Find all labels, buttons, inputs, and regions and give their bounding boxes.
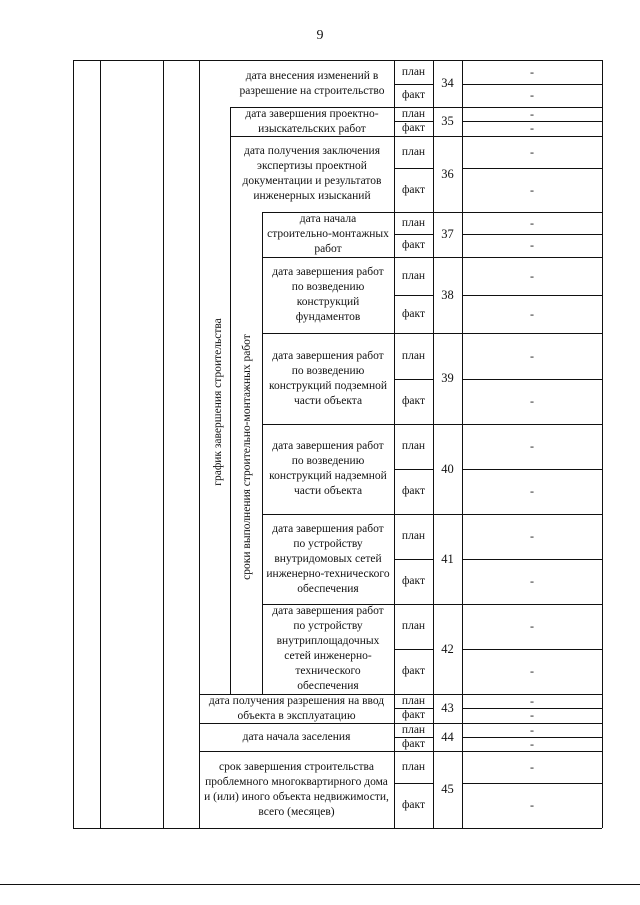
fact-value: - [530, 121, 534, 135]
row-number: 40 [441, 461, 454, 476]
fact-value: - [530, 238, 534, 252]
plan-label: план [401, 216, 426, 229]
plan-value: - [530, 722, 534, 737]
plan-value: - [530, 268, 534, 283]
fact-label: факт [401, 239, 426, 251]
plan-label: план [401, 620, 426, 632]
fact-label: факт [401, 665, 426, 677]
fact-value: - [530, 708, 534, 722]
row-number: 38 [441, 287, 454, 302]
plan-value: - [530, 106, 534, 121]
fact-label: факт [401, 485, 426, 497]
plan-label: план [401, 65, 426, 78]
row-number: 35 [441, 114, 454, 128]
table-border [100, 60, 101, 828]
table-border [73, 60, 74, 828]
row-number: 39 [441, 371, 454, 385]
row-number: 41 [441, 551, 454, 566]
table-border [230, 694, 262, 695]
fact-label: факт [401, 709, 426, 721]
plan-value: - [530, 759, 534, 774]
fact-value: - [530, 798, 534, 812]
plan-label: план [401, 530, 426, 542]
plan-label: план [401, 269, 426, 282]
row-number: 37 [441, 227, 454, 241]
fact-value: - [530, 736, 534, 751]
fact-label: факт [401, 89, 426, 101]
row-number: 34 [441, 76, 454, 90]
row-label: дата внесения изменений в разрешение на строительство [239, 69, 385, 97]
footer-rule [0, 884, 640, 885]
plan-value: - [530, 348, 534, 363]
row-label: дата завершения работ по возведению конструкций надземной части объекта [269, 440, 387, 497]
page-number: 9 [316, 28, 324, 43]
fact-label: факт [401, 737, 426, 750]
row-number: 45 [441, 782, 454, 796]
fact-value: - [530, 182, 534, 197]
fact-label: факт [401, 395, 426, 407]
fact-value: - [530, 88, 534, 102]
table-border [602, 60, 603, 828]
plan-label: план [401, 694, 426, 707]
row-number: 43 [441, 701, 454, 715]
row-number: 44 [441, 729, 454, 744]
fact-value: - [530, 574, 534, 588]
plan-value: - [530, 529, 534, 543]
plan-value: - [530, 619, 534, 633]
row-label: дата начала строительно-монтажных работ [267, 213, 389, 255]
plan-label: план [401, 723, 426, 736]
plan-value: - [530, 439, 534, 453]
fact-label: факт [401, 307, 426, 320]
row-label: дата завершения работ по устройству внутридомовых сетей инженерно-технического обеспечения [266, 522, 390, 595]
fact-label: факт [401, 799, 426, 811]
plan-value: - [530, 144, 534, 159]
fact-label: факт [401, 575, 426, 587]
row-label: дата завершения работ по возведению конструкций фундаментов [272, 266, 384, 323]
inner-group-label: сроки выполнения строительно-монтажных работ [241, 334, 253, 580]
fact-label: факт [401, 122, 426, 134]
plan-label: план [401, 440, 426, 452]
table-border [73, 828, 602, 829]
plan-value: - [530, 64, 534, 79]
plan-label: план [401, 145, 426, 158]
row-label: дата начала заселения [242, 730, 351, 743]
plan-value: - [530, 693, 534, 708]
outer-group-label: график завершения строительства [212, 318, 224, 486]
plan-label: план [401, 349, 426, 362]
table-border [199, 694, 230, 695]
fact-value: - [530, 484, 534, 498]
row-label: дата получения разрешения на ввод объекта в эксплуатацию [208, 694, 385, 722]
row-label: дата завершения работ по устройству внутриплощадочных сетей инженерно-технического обеспечения [272, 605, 384, 692]
row-number: 42 [441, 641, 454, 656]
plan-label: план [401, 760, 426, 773]
plan-value: - [530, 215, 534, 230]
row-label: срок завершения строительства проблемного многоквартирного дома и (или) иного объекта недвижимости, всего (месяцев) [204, 760, 389, 818]
row-label: дата завершения работ по возведению конструкций подземной части объекта [269, 349, 387, 407]
fact-value: - [530, 394, 534, 408]
row-label: дата получения заключения экспертизы проектной документации и результатов инженерных изысканий [242, 145, 382, 202]
plan-label: план [401, 107, 426, 120]
row-number: 36 [441, 166, 454, 181]
table-border [163, 60, 164, 828]
row-label: дата завершения проектно-изыскательских работ [245, 107, 379, 135]
fact-label: факт [401, 183, 426, 196]
fact-value: - [530, 306, 534, 321]
fact-value: - [530, 664, 534, 678]
